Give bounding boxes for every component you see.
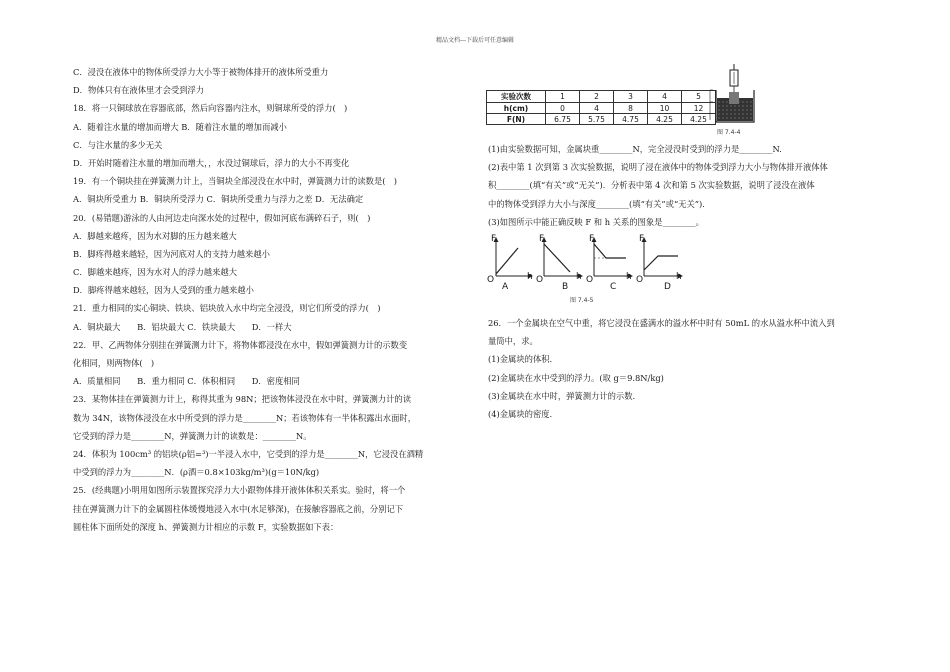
left-column [73, 63, 468, 536]
table-cell: 5.75 [580, 114, 614, 125]
graph-d-y-label: F [639, 234, 645, 244]
table-row-label: F(N) [487, 114, 546, 125]
text-line: 19．有一个铜块挂在弹簧测力计上，当铜块全部浸没在水中时，弹簧测力计的读数是( ) [73, 176, 398, 187]
text-line: (4)金属块的密度. [488, 408, 553, 419]
experiment-table [486, 90, 716, 125]
graph-c-x-label: h [626, 272, 632, 282]
text-line: 26．一个金属块在空气中重，将它浸没在盛满水的溢水杯中时有 50mL 的水从溢水杯中流入到 [488, 318, 835, 328]
table-header-cell: 5 [682, 91, 716, 103]
graph-b-origin-label: O [536, 275, 544, 285]
text-line: 中的物体受到浮力大小与深度________(填“有关”或“无关”)． [488, 198, 711, 209]
page-header: 精品文档---下载后可任意编辑 [435, 37, 515, 44]
text-line: C．与注水量的多少无关 [73, 139, 163, 150]
text-line: 挂在弹簧测力计下的金属圆柱体缓慢地浸入水中(水足够深)，在接触容器底之前，分别记下 [73, 503, 404, 514]
text-line: (2)表中第 1 次到第 3 次实验数据，说明了浸在液体中的物体受到浮力大小与物体排开液体体 [488, 162, 828, 173]
text-line: (3)金属块在水中时，弹簧测力计的示数. [488, 390, 636, 401]
graph-a [496, 238, 532, 276]
table-header-cell: 1 [546, 91, 580, 103]
table-header-cell: 实验次数 [487, 91, 546, 103]
text-line: (1)金属块的体积. [488, 354, 553, 365]
graph-c-label: C [610, 282, 617, 292]
graph-c-y-label: F [589, 234, 595, 244]
text-line: (2)金属块在水中受到的浮力。(取 g＝9.8N/kg) [488, 372, 664, 383]
table-row-label: h(cm) [487, 103, 546, 114]
text-line: A．脚越来越疼，因为水对脚的压力越来越大 [73, 230, 237, 241]
graph-d-label: D [664, 282, 671, 292]
graph-c [594, 238, 632, 276]
text-line: C．浸没在液体中的物体所受浮力大小等于被物体排开的液体所受重力 [73, 67, 329, 77]
text-line: 25．(经典题)小明用如图所示装置探究浮力大小跟物体排开液体体积关系实。验时，将一个 [73, 485, 406, 496]
text-line: B．脚疼得越来越轻，因为河底对人的支持力越来越小 [73, 248, 270, 259]
text-line: A．随着注水量的增加而增大 B．随着注水量的增加而减小 [73, 121, 287, 132]
graph-d [644, 238, 682, 276]
graph-c-origin-label: O [586, 275, 594, 285]
text-line: 24．体积为 100cm³ 的铝块(ρ铝=³)一半浸入水中，它受到的浮力是________N，它浸没在酒精 [73, 448, 424, 459]
graph-a-y-label: F [491, 234, 497, 244]
table-cell: 0 [546, 103, 580, 114]
text-line: A．铜块所受重力 B．铜块所受浮力 C．铜块所受重力与浮力之差 D．无法确定 [73, 194, 364, 205]
text-line: 中受到的浮力为________N．(ρ酒＝0.8×103kg/m³)(g＝10N/kg) [73, 467, 320, 478]
table-cell: 4.75 [614, 114, 648, 125]
text-line: D．脚疼得越来越轻，因为人受到的重力越来越小 [73, 285, 254, 296]
text-line: D．开始时随着注水量的增加而增大，，水没过铜球后，浮力的大小不再变化 [73, 157, 350, 168]
text-line: 21．重力相同的实心铜块、铁块、铝块放入水中均完全浸没，则它们所受的浮力( ) [73, 303, 381, 314]
text-line: 化相同，则两物体( ) [73, 358, 155, 368]
table-cell: 10 [648, 103, 682, 114]
text-line: 量筒中，求。 [488, 336, 538, 347]
table-cell: 4 [580, 103, 614, 114]
text-line: 22．甲、乙两物体分别挂在弹簧测力计下，将物体都浸没在水中，假如弹簧测力计的示数变 [73, 339, 408, 350]
text-line: (3)如图所示中能正确反映 F 和 h 关系的图象是________。 [488, 216, 704, 227]
table-header-cell: 2 [580, 91, 614, 103]
graph-b-label: B [562, 282, 569, 292]
graph-d-origin-label: O [636, 275, 644, 285]
text-line: 18．将一只铜球放在容器底部，然后向容器内注水，则铜球所受的浮力( ) [73, 103, 348, 114]
table-cell: 12 [682, 103, 716, 114]
text-line: D．物体只有在液体里才会受到浮力 [73, 85, 205, 96]
table-header-cell: 4 [648, 91, 682, 103]
graph-b-y-label: F [539, 234, 545, 244]
table-cell: 8 [614, 103, 648, 114]
table-cell: 4.25 [648, 114, 682, 125]
table-header-cell: 3 [614, 91, 648, 103]
right-column [488, 140, 888, 231]
text-line: 积________(填“有关”或“无关”)．分析表中第 4 次和第 5 次实验数据，说明了浸没在液体 [488, 180, 815, 191]
text-line: 20．(易错题)游泳的人由河边走向深水处的过程中，假如河底布满碎石子，则( ) [73, 212, 371, 223]
figure-caption: 图 7.4-5 [570, 297, 594, 304]
f-h-graphs-figure [486, 232, 686, 302]
text-line: 圆柱体下面所处的深度 h、弹簧测力计相应的示数 F，实验数据如下表： [73, 521, 339, 532]
table-cell: 6.75 [546, 114, 580, 125]
graph-a-label: A [502, 282, 509, 292]
text-line: A．质量相同 B．重力相同 C．体积相同 D．密度相同 [73, 376, 300, 387]
graph-b [544, 238, 582, 276]
table-row [487, 103, 716, 114]
table-cell: 4.25 [682, 114, 716, 125]
table-header-row [487, 91, 716, 103]
text-line: C．脚越来越疼，因为水对人的浮力越来越大 [73, 267, 237, 278]
graph-a-x-label: h [527, 272, 533, 282]
text-line: 23．某物体挂在弹簧测力计上，称得其重为 98N；把该物体浸没在水中时，弹簧测力计的读 [73, 394, 411, 405]
graph-d-x-label: h [676, 272, 682, 282]
table-row [487, 114, 716, 125]
text-line: (1)由实验数据可知，金属块重________N，完全浸没时受到的浮力是________N. [488, 144, 782, 154]
text-line: 它受到的浮力是________N，弹簧测力计的读数是：________N。 [73, 430, 312, 441]
text-line: A．铜块最大 B．铝块最大 C．铁块最大 D．一样大 [73, 321, 292, 332]
spring-scale-beaker-figure [700, 62, 760, 137]
graph-b-x-label: h [576, 272, 582, 282]
graph-a-origin-label: O [487, 275, 495, 285]
text-line: 数为 34N，该物体浸没在水中所受到的浮力是________N；若该物体有一半体积露出水面时， [73, 412, 416, 423]
right-column-lower [488, 314, 888, 423]
figure-caption: 图 7.4-4 [717, 129, 741, 136]
